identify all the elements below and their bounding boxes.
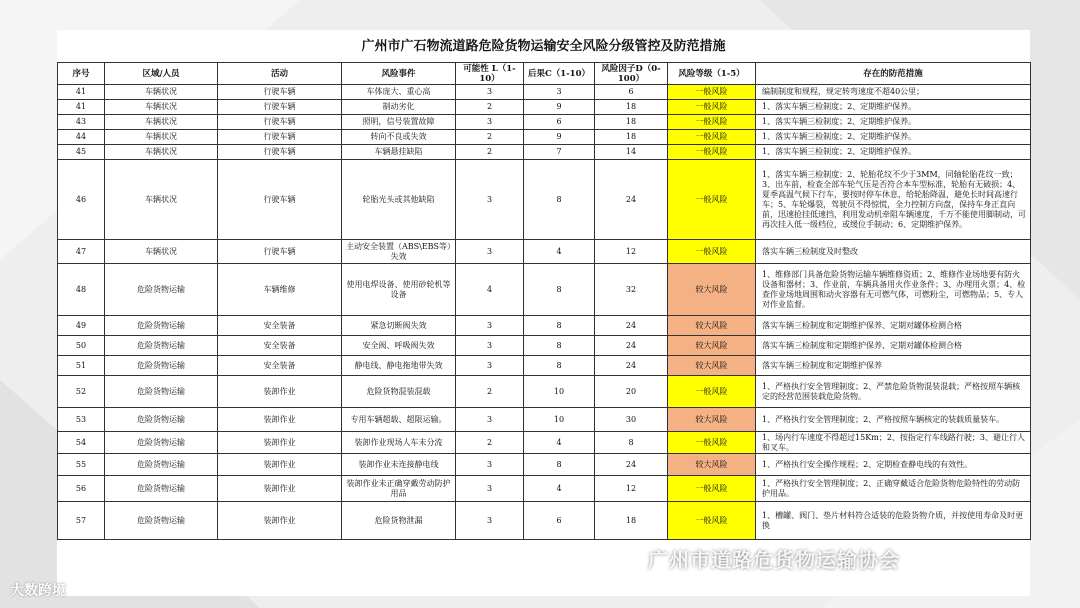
cell-activity: 行驶车辆 <box>218 100 342 115</box>
cell-likelihood: 2 <box>456 130 524 145</box>
cell-factor: 18 <box>595 502 668 540</box>
cell-factor: 30 <box>595 408 668 432</box>
cell-no: 50 <box>58 336 105 356</box>
cell-level: 一般风险 <box>668 502 756 540</box>
cell-likelihood: 3 <box>456 336 524 356</box>
cell-event: 静电线、静电拖地带失效 <box>342 356 456 376</box>
cell-area: 危险货物运输 <box>105 316 218 336</box>
cell-no: 55 <box>58 454 105 476</box>
cell-consequence: 8 <box>524 264 595 316</box>
cell-factor: 6 <box>595 85 668 100</box>
cell-likelihood: 2 <box>456 145 524 160</box>
cell-no: 53 <box>58 408 105 432</box>
cell-factor: 24 <box>595 316 668 336</box>
cell-likelihood: 3 <box>456 408 524 432</box>
cell-consequence: 4 <box>524 432 595 454</box>
cell-likelihood: 4 <box>456 264 524 316</box>
cell-likelihood: 3 <box>456 115 524 130</box>
cell-factor: 20 <box>595 376 668 408</box>
cell-measure: 1、严格执行安全管理制度；2、严禁危险货物混装混载；严格按照车辆核定的经营范围装载危险货物。 <box>756 376 1031 408</box>
cell-level: 较大风险 <box>668 336 756 356</box>
cell-area: 车辆状况 <box>105 85 218 100</box>
header-likelihood: 可能性 L（1-10） <box>456 63 524 85</box>
cell-no: 49 <box>58 316 105 336</box>
risk-table-body <box>58 85 1031 540</box>
cell-likelihood: 3 <box>456 454 524 476</box>
cell-likelihood: 2 <box>456 432 524 454</box>
cell-activity: 车辆维修 <box>218 264 342 316</box>
cell-area: 危险货物运输 <box>105 432 218 454</box>
cell-factor: 18 <box>595 115 668 130</box>
cell-factor: 24 <box>595 160 668 240</box>
cell-no: 45 <box>58 145 105 160</box>
cell-activity: 装卸作业 <box>218 376 342 408</box>
cell-activity: 行驶车辆 <box>218 160 342 240</box>
cell-no: 43 <box>58 115 105 130</box>
cell-measure: 1、维修部门具备危险货物运输车辆维修资质；2、维修作业场地要有防火设备和器材；3、作业前，车辆具备用火作业条件；3、办理用火票；4、检查作业场地周围和动火容器有无可燃气体，可燃粉尘，可燃物品；5、专人对作业监督。 <box>756 264 1031 316</box>
cell-event: 轮胎光头或其他缺陷 <box>342 160 456 240</box>
table-row <box>58 130 1031 145</box>
cell-activity: 装卸作业 <box>218 476 342 502</box>
cell-activity: 安全装备 <box>218 356 342 376</box>
cell-event: 使用电焊设备、使用砂轮机等设备 <box>342 264 456 316</box>
cell-consequence: 8 <box>524 316 595 336</box>
cell-likelihood: 3 <box>456 502 524 540</box>
cell-area: 危险货物运输 <box>105 356 218 376</box>
header-measures: 存在的防范措施 <box>756 63 1031 85</box>
cell-likelihood: 3 <box>456 85 524 100</box>
cell-area: 车辆状况 <box>105 130 218 145</box>
cell-consequence: 8 <box>524 336 595 356</box>
cell-event: 制动劣化 <box>342 100 456 115</box>
cell-event: 装卸作业未连接静电线 <box>342 454 456 476</box>
cell-measure: 1、槽罐、阀门、垫片材料符合适装的危险货物介质，并按使用寿命及时更换 <box>756 502 1031 540</box>
cell-factor: 24 <box>595 356 668 376</box>
cell-factor: 18 <box>595 130 668 145</box>
cell-measure: 1、严格执行安全管理制度；2、严格按照车辆核定的装载质量装车。 <box>756 408 1031 432</box>
cell-event: 危险货物泄漏 <box>342 502 456 540</box>
cell-activity: 装卸作业 <box>218 502 342 540</box>
cell-consequence: 6 <box>524 502 595 540</box>
cell-level: 一般风险 <box>668 115 756 130</box>
cell-activity: 装卸作业 <box>218 408 342 432</box>
cell-likelihood: 3 <box>456 160 524 240</box>
cell-likelihood: 3 <box>456 316 524 336</box>
cell-measure: 1、严格执行安全操作规程；2、定期检查静电线的有效性。 <box>756 454 1031 476</box>
cell-area: 车辆状况 <box>105 100 218 115</box>
cell-factor: 12 <box>595 240 668 264</box>
cell-level: 较大风险 <box>668 264 756 316</box>
cell-event: 危险货物混装混载 <box>342 376 456 408</box>
cell-level: 一般风险 <box>668 432 756 454</box>
cell-consequence: 10 <box>524 408 595 432</box>
cell-consequence: 4 <box>524 240 595 264</box>
cell-consequence: 8 <box>524 454 595 476</box>
header-no: 序号 <box>58 63 105 85</box>
cell-measure: 1、落实车辆三检制度；2、定期维护保养。 <box>756 100 1031 115</box>
cell-no: 51 <box>58 356 105 376</box>
cell-activity: 行驶车辆 <box>218 85 342 100</box>
cell-measure: 1、落实车辆三检制度；2、定期维护保养。 <box>756 130 1031 145</box>
table-row <box>58 145 1031 160</box>
cell-level: 较大风险 <box>668 454 756 476</box>
cell-level: 一般风险 <box>668 100 756 115</box>
cell-measure: 1、严格执行安全管理制度；2、正确穿戴适合危险货物危险特性的劳动防护用品。 <box>756 476 1031 502</box>
cell-area: 危险货物运输 <box>105 476 218 502</box>
table-row <box>58 454 1031 476</box>
header-consequence: 后果C（1-10） <box>524 63 595 85</box>
cell-measure: 1、落实车辆三检制度；2、定期维护保养。 <box>756 145 1031 160</box>
cell-measure: 1、场内行车速度不得超过15Km；2、按指定行车线路行驶；3、避让行人和叉车。 <box>756 432 1031 454</box>
cell-likelihood: 3 <box>456 240 524 264</box>
cell-no: 56 <box>58 476 105 502</box>
cell-area: 危险货物运输 <box>105 408 218 432</box>
header-area: 区域/人员 <box>105 63 218 85</box>
cell-measure: 落实车辆三检制度及时整改 <box>756 240 1031 264</box>
cell-activity: 行驶车辆 <box>218 130 342 145</box>
cell-event: 转向不良或失效 <box>342 130 456 145</box>
table-row <box>58 264 1031 316</box>
cell-factor: 14 <box>595 145 668 160</box>
table-row <box>58 316 1031 336</box>
cell-activity: 行驶车辆 <box>218 115 342 130</box>
cell-event: 照明，信号装置故障 <box>342 115 456 130</box>
cell-likelihood: 3 <box>456 476 524 502</box>
cell-no: 47 <box>58 240 105 264</box>
cell-measure: 落实车辆三检制度和定期维护保养、定期对罐体检测合格 <box>756 336 1031 356</box>
table-row <box>58 376 1031 408</box>
cell-likelihood: 2 <box>456 376 524 408</box>
cell-factor: 32 <box>595 264 668 316</box>
cell-measure: 落实车辆三检制度和定期维护保养 <box>756 356 1031 376</box>
cell-likelihood: 3 <box>456 356 524 376</box>
table-row <box>58 160 1031 240</box>
cell-event: 安全阀、呼吸阀失效 <box>342 336 456 356</box>
cell-factor: 8 <box>595 432 668 454</box>
cell-no: 52 <box>58 376 105 408</box>
cell-level: 较大风险 <box>668 408 756 432</box>
header-activity: 活动 <box>218 63 342 85</box>
cell-level: 较大风险 <box>668 356 756 376</box>
cell-level: 一般风险 <box>668 85 756 100</box>
cell-consequence: 3 <box>524 85 595 100</box>
cell-activity: 装卸作业 <box>218 454 342 476</box>
cell-activity: 行驶车辆 <box>218 145 342 160</box>
cell-event: 装卸作业未正确穿戴劳动防护用品 <box>342 476 456 502</box>
cell-area: 车辆状况 <box>105 240 218 264</box>
cell-event: 紧急切断阀失效 <box>342 316 456 336</box>
cell-event: 主动安全装置（ABS\EBS等）失效 <box>342 240 456 264</box>
cell-level: 一般风险 <box>668 130 756 145</box>
cell-factor: 24 <box>595 336 668 356</box>
risk-table <box>57 62 1031 540</box>
cell-area: 危险货物运输 <box>105 502 218 540</box>
cell-event: 车辆悬挂缺陷 <box>342 145 456 160</box>
table-row <box>58 336 1031 356</box>
cell-level: 一般风险 <box>668 240 756 264</box>
table-row <box>58 476 1031 502</box>
cell-event: 车体庞大、重心高 <box>342 85 456 100</box>
cell-area: 危险货物运输 <box>105 376 218 408</box>
risk-sheet <box>57 30 1030 596</box>
cell-event: 装卸作业现场人车未分流 <box>342 432 456 454</box>
cell-consequence: 9 <box>524 130 595 145</box>
sheet-title: 广州市广石物流道路危险货物运输安全风险分级管控及防范措施 <box>361 39 726 54</box>
cell-event: 专用车辆超载、超限运输。 <box>342 408 456 432</box>
cell-area: 车辆状况 <box>105 160 218 240</box>
cell-activity: 装卸作业 <box>218 432 342 454</box>
watermark-left: 大数跨境 <box>10 583 66 599</box>
cell-measure: 落实车辆三检制度和定期维护保养、定期对罐体检测合格 <box>756 316 1031 336</box>
cell-consequence: 9 <box>524 100 595 115</box>
table-header-row <box>58 63 1031 85</box>
cell-no: 41 <box>58 100 105 115</box>
cell-factor: 12 <box>595 476 668 502</box>
cell-measure: 编制制度和规程，规定转弯速度不超40公里； <box>756 85 1031 100</box>
cell-level: 较大风险 <box>668 316 756 336</box>
cell-consequence: 8 <box>524 160 595 240</box>
cell-no: 54 <box>58 432 105 454</box>
cell-level: 一般风险 <box>668 476 756 502</box>
cell-consequence: 8 <box>524 356 595 376</box>
cell-no: 48 <box>58 264 105 316</box>
table-row <box>58 240 1031 264</box>
table-row <box>58 408 1031 432</box>
cell-area: 危险货物运输 <box>105 264 218 316</box>
table-row <box>58 356 1031 376</box>
cell-consequence: 7 <box>524 145 595 160</box>
cell-activity: 安全装备 <box>218 336 342 356</box>
cell-consequence: 10 <box>524 376 595 408</box>
table-row <box>58 502 1031 540</box>
cell-consequence: 4 <box>524 476 595 502</box>
header-level: 风险等级（1-5） <box>668 63 756 85</box>
cell-area: 车辆状况 <box>105 145 218 160</box>
cell-level: 一般风险 <box>668 160 756 240</box>
cell-measure: 1、落实车辆三检制度；2、轮胎花纹不少于3MM，同轴轮胎花纹一致；3、出车前，检查全部车轮气压是否符合本车型标准，轮胎有无破损；4、夏季高温气候下行车，要按时停车休息，给轮胎降温，避免长时间高速行车；5、车轮爆裂，驾驶员不得惊慌，全力控制方向盘，保持车身正直向前，迅速抢挂低速挡，利用发动机牵阻车辆速度，千万不能使用脚制动，可再次挂入低一级档位，或缓位手制动；6、定期维护保养。 <box>756 160 1031 240</box>
cell-no: 41 <box>58 85 105 100</box>
table-row <box>58 432 1031 454</box>
cell-factor: 18 <box>595 100 668 115</box>
cell-activity: 安全装备 <box>218 316 342 336</box>
header-event: 风险事件 <box>342 63 456 85</box>
table-row <box>58 100 1031 115</box>
header-factor: 风险因子D（0-100） <box>595 63 668 85</box>
cell-factor: 24 <box>595 454 668 476</box>
cell-area: 危险货物运输 <box>105 336 218 356</box>
cell-area: 车辆状况 <box>105 115 218 130</box>
cell-no: 44 <box>58 130 105 145</box>
watermark-right: 广州市道路危货物运输协会 <box>648 548 900 572</box>
cell-level: 一般风险 <box>668 145 756 160</box>
cell-no: 46 <box>58 160 105 240</box>
table-row <box>58 85 1031 100</box>
cell-area: 危险货物运输 <box>105 454 218 476</box>
cell-activity: 行驶车辆 <box>218 240 342 264</box>
cell-no: 57 <box>58 502 105 540</box>
cell-measure: 1、落实车辆三检制度；2、定期维护保养。 <box>756 115 1031 130</box>
cell-likelihood: 2 <box>456 100 524 115</box>
table-row <box>58 115 1031 130</box>
cell-consequence: 6 <box>524 115 595 130</box>
cell-level: 一般风险 <box>668 376 756 408</box>
